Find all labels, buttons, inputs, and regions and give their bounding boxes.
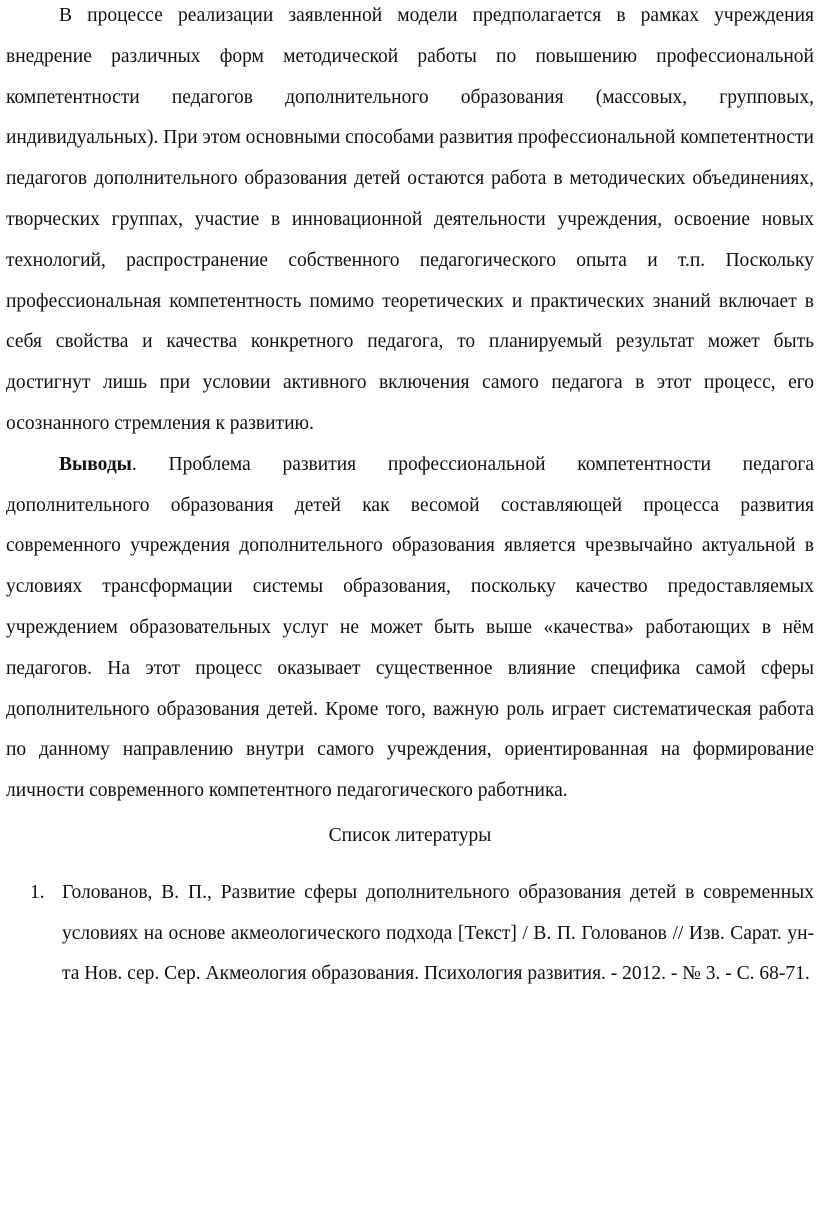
- reference-item: [6, 873, 814, 995]
- conclusions-paragraph: [6, 445, 814, 812]
- references-list: [6, 873, 814, 995]
- conclusions-heading: Выводы: [59, 453, 132, 475]
- reference-text: Голованов, В. П., Развитие сферы дополнительного образования детей в современных условиях на основе акмеологического подхода [Текст] / В. П. Голованов // Изв. Сарат. ун-та Нов. сер. Сер. Акмеология образования. Психология развития. - 2012. - № 3. - С. 68-71.: [62, 881, 814, 985]
- references-title: Список литературы: [328, 824, 492, 846]
- body-paragraph-1: В процессе реализации заявленной модели предполагается в рамках учреждения внедрение различных форм методической работы по повышению профессиональной компетентности педагогов дополнительного образования (массовых, групповых, индивидуальных). При этом основными способами развития профессиональной компетентности педагогов дополнительного образования детей остаются работа в методических объединениях, творческих группах, участие в инновационной деятельности учреждения, освоение новых технологий, распространение собственного педагогического опыта и т.п. Поскольку профессиональная компетентность помимо теоретических и практических знаний включает в себя свойства и качества конкретного педагога, то планируемый результат может быть достигнут лишь при условии активного включения самого педагога в этот процесс, его осознанного стремления к развитию.: [6, 5, 814, 434]
- reference-number: 1.: [30, 881, 45, 903]
- conclusions-text: . Проблема развития профессиональной компетентности педагога дополнительного образования детей как весомой составляющей процесса развития современного учреждения дополнительного образования является чрезвычайно актуальной в условиях трансформации системы образования, поскольку качество предоставляемых учреждением образовательных услуг не может быть выше «качества» работающих в нём педагогов. На этот процесс оказывает существенное влияние специфика самой сферы дополнительного образования детей. Кроме того, важную роль играет систематическая работа по данному направлению внутри самого учреждения, ориентированная на формирование личности современного компетентного педагогического работника.: [6, 453, 814, 802]
